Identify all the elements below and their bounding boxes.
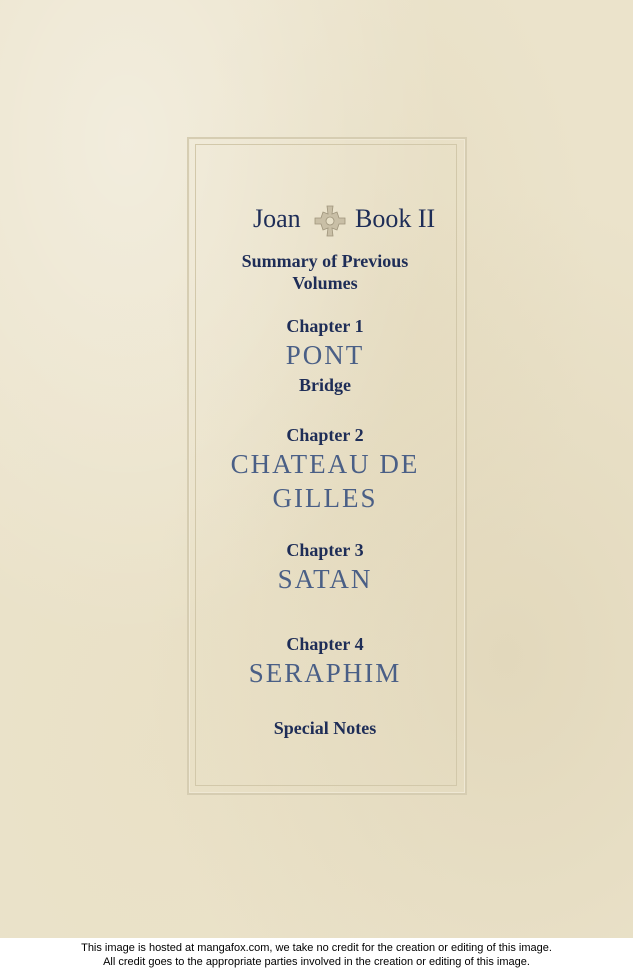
hosting-notice [0,938,633,976]
title-word-joan: Joan [253,204,301,233]
cross-emblem-icon [313,204,347,238]
special-notes: Special Notes [273,718,377,738]
chapter-2-title-line-1: CHATEAU DE [230,449,420,479]
chapter-2-label: Chapter 2 [286,425,364,445]
chapter-4-label: Chapter 4 [286,634,364,654]
chapter-2-title-line-2: GILLES [272,483,378,513]
chapter-1-subtitle: Bridge [299,375,351,395]
summary-heading [195,250,455,294]
chapter-3-title: SATAN [277,564,373,594]
chapter-1-title: PONT [285,340,365,370]
summary-line-2: Volumes [292,273,358,293]
book-title [253,200,453,240]
summary-line-1: Summary of Previous [241,251,409,271]
contents-panel [195,144,455,784]
hosting-notice-line-2: All credit goes to the appropriate parties involved in the creation or editing of this image. [103,956,530,968]
title-word-book: Book II [355,204,436,233]
chapter-4-title: SERAPHIM [248,658,402,688]
chapter-3-label: Chapter 3 [286,540,364,560]
chapter-1-label: Chapter 1 [286,316,364,336]
hosting-notice-line-1: This image is hosted at mangafox.com, we take no credit for the creation or editing of this image. [81,942,552,954]
